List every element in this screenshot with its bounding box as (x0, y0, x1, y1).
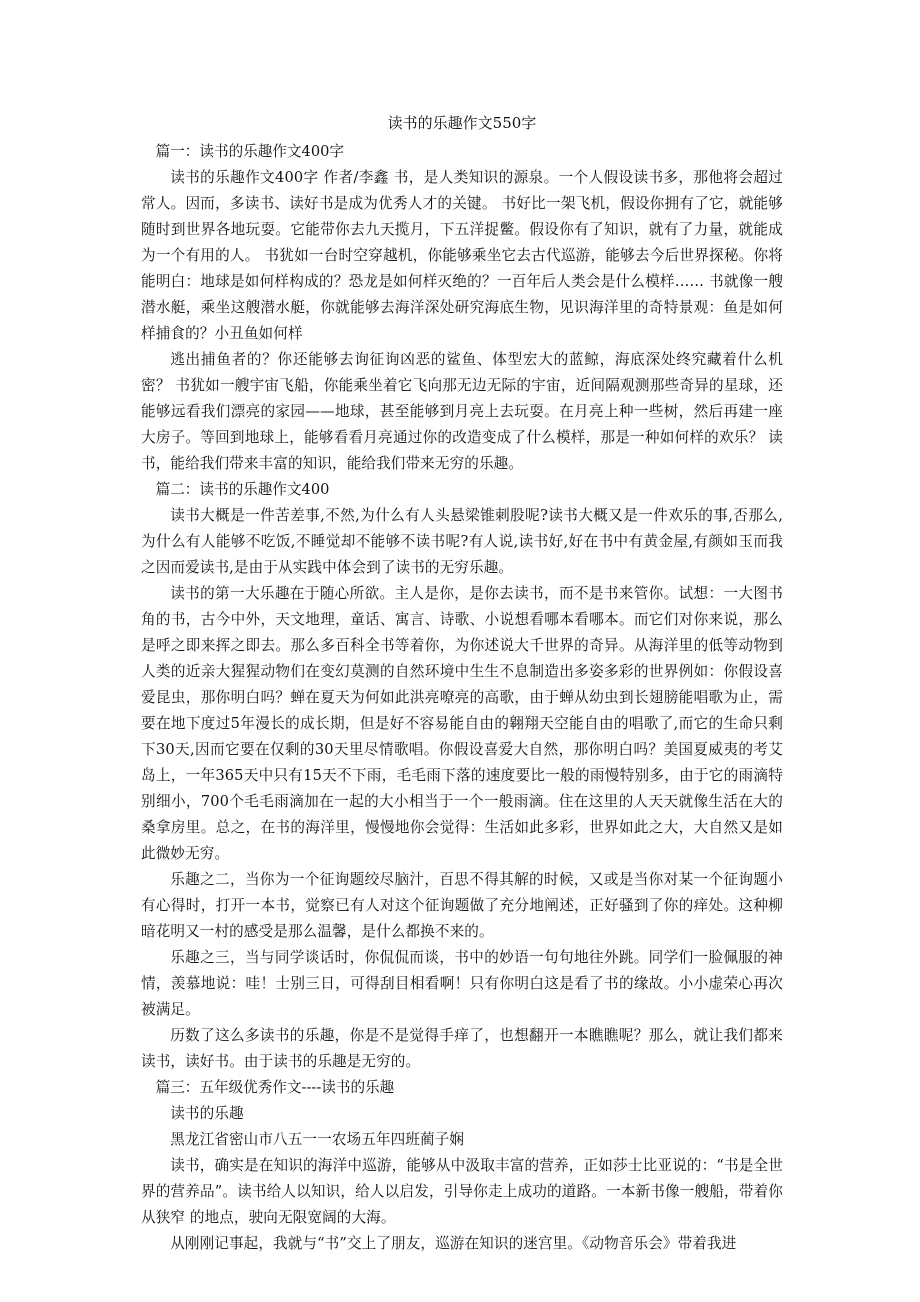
paragraph: 乐趣之二，当你为一个征询题绞尽脑汁，百思不得其解的时候，又或是当你对某一个征询题小有心得时，打开一本书，觉察已有人对这个征询题做了充分地阐述，正好骚到了你的痒处。这种柳暗花明又一村的感受是那么温馨，是什么都换不来的。 (141, 871, 783, 940)
paragraph: 读书的乐趣作文400字 作者/李鑫 书，是人类知识的源泉。一个人假设读书多，那他将会超过常人。因而，多读书、读好书是成为优秀人才的关键。 书好比一架飞机，假设你拥有了它，就能够随时到世界各地玩耍。它能带你去九天揽月，下五洋捉鳖。假设你有了知识，就有了力量，就能成为一个有用的人。 书犹如一台时空穿越机，你能够乘坐它去古代巡游，能够去今后世界探秘。你将能明白：地球是如何样构成的？恐龙是如何样灭绝的？一百年后人类会是什么模样…… 书就像一艘潜水艇，乘坐这艘潜水艇，你就能够去海洋深处研究海底生物，见识海洋里的奇特景观：鱼是如何样捕食的？小丑鱼如何样 (141, 169, 783, 342)
paragraph: 从刚刚记事起，我就与“书”交上了朋友，巡游在知识的迷宫里。《动物音乐会》带着我进 (170, 1235, 737, 1252)
section-heading-2: 篇二：读书的乐趣作文400 (155, 481, 330, 498)
document-page (141, 111, 783, 1257)
paragraph: 读书大概是一件苦差事,不然,为什么有人头悬梁锥刺股呢?读书大概又是一件欢乐的事,否那么,为什么有人能够不吃饭,不睡觉却不能够不读书呢?有人说,读书好,好在书中有黄金屋,有颜如玉而我之因而爱读书,是由于从实践中体会到了读书的无穷乐趣。 (141, 507, 783, 576)
essay-title: 读书的乐趣 (170, 1105, 244, 1122)
paragraph: 历数了这么多读书的乐趣，你是不是觉得手痒了，也想翻开一本瞧瞧呢？那么，就让我们都来读书，读好书。由于读书的乐趣是无穷的。 (141, 1027, 783, 1070)
paragraph: 读书的第一大乐趣在于随心所欲。主人是你，是你去读书，而不是书来管你。试想：一大图书角的书，古今中外，天文地理，童话、寓言、诗歌、小说想看哪本看哪本。而它们对你来说，那么是呼之即来挥之即去。那么多百科全书等着你，为你述说大千世界的奇异。从海洋里的低等动物到人类的近亲大猩猩动物们在变幻莫测的自然环境中生生不息制造出多姿多彩的世界例如：你假设喜爱昆虫，那你明白吗？蝉在夏天为何如此洪亮嘹亮的高歌，由于蝉从幼虫到长翅膀能唱歌为止，需要在地下度过5年漫长的成长期，但是好不容易能自由的翱翔天空能自由的唱歌了,而它的生命只剩下30天,因而它要在仅剩的30天里尽情歌唱。你假设喜爱大自然，那你明白吗？美国夏威夷的考艾岛上，一年365天中只有15天不下雨，毛毛雨下落的速度要比一般的雨慢特别多，由于它的雨滴特别细小，700个毛毛雨滴加在一起的大小相当于一个一般雨滴。住在这里的人天天就像生活在大的桑拿房里。总之，在书的海洋里，慢慢地你会觉得：生活如此多彩，世界如此之大，大自然又是如此微妙无穷。 (141, 585, 783, 862)
document-title: 读书的乐趣作文550字 (387, 114, 537, 132)
paragraph: 读书，确实是在知识的海洋中巡游，能够从中汲取丰富的营养，正如莎士比亚说的：“书是全世界的营养品”。读书给人以知识，给人以启发，引导你走上成功的道路。一本新书像一艘船，带着你从狭窄 的地点，驶向无限宽阔的大海。 (141, 1157, 783, 1226)
paragraph: 逃出捕鱼者的？你还能够去询征询凶恶的鲨鱼、体型宏大的蓝鲸，海底深处终究藏着什么机密？ 书犹如一艘宇宙飞船，你能乘坐着它飞向那无边无际的宇宙，近间隔观测那些奇异的星球，还能够远看我们漂亮的家园——地球，甚至能够到月亮上去玩耍。在月亮上种一些树，然后再建一座大房子。等回到地球上，能够看看月亮通过你的改造变成了什么模样，那是一种如何样的欢乐？ 读书，能给我们带来丰富的知识，能给我们带来无穷的乐趣。 (141, 351, 783, 472)
section-heading-3: 篇三：五年级优秀作文----读书的乐趣 (155, 1079, 395, 1096)
section-heading-1: 篇一：读书的乐趣作文400字 (155, 143, 344, 160)
essay-author: 黑龙江省密山市八五一一农场五年四班蔺子娴 (170, 1131, 465, 1148)
paragraph: 乐趣之三，当与同学谈话时，你侃侃而谈，书中的妙语一句句地往外跳。同学们一脸佩服的神情，羡慕地说：哇！士别三日，可得刮目相看啊！只有你明白这是看了书的缘故。小小虚荣心再次被满足。 (141, 949, 783, 1018)
